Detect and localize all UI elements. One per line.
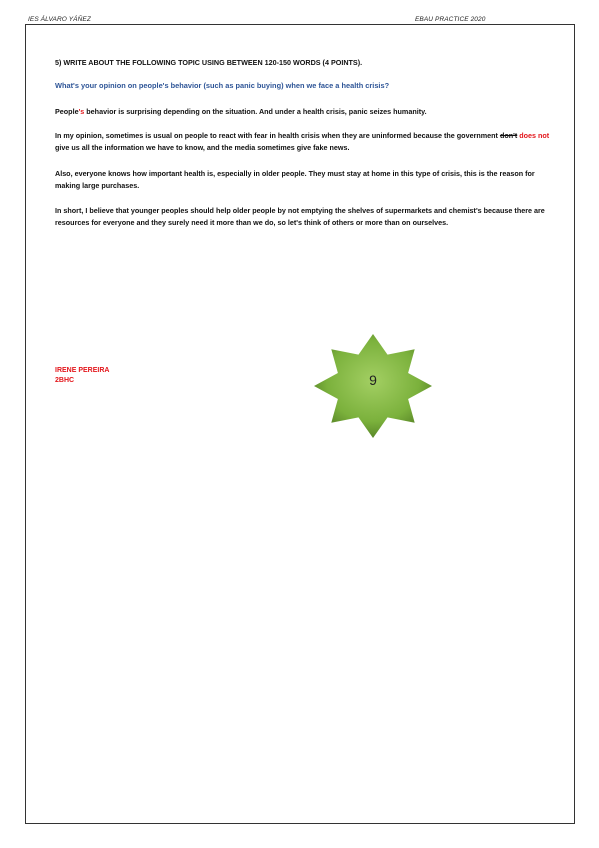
header-exam: EBAU PRACTICE 2020 — [415, 16, 486, 23]
essay-text: In my opinion, sometimes is usual on people to react with fear in health crisis when they are uninformed because the government — [55, 131, 500, 140]
task-title: 5) WRITE ABOUT THE FOLLOWING TOPIC USING BETWEEN 120-150 WORDS (4 POINTS). — [55, 58, 363, 67]
struck-text: don't — [499, 131, 518, 140]
teacher-correction: 's — [78, 107, 85, 116]
author-block — [55, 366, 109, 386]
header-school: IES ÁLVARO YÁÑEZ — [28, 16, 91, 23]
essay-paragraph-3: Also, everyone knows how important health is, especially in older people. They must stay at home in this type of crisis, this is the reason for making large purchases. — [55, 169, 535, 190]
grade-star — [312, 333, 434, 439]
essay-paragraph-1 — [55, 106, 555, 118]
author-name: IRENE PEREIRA — [55, 367, 110, 374]
essay-text: give us all the information we have to know, and the media sometimes give fake news. — [55, 142, 350, 152]
author-class: 2BHC — [55, 377, 75, 384]
essay-paragraph-4: In short, I believe that younger peoples should help older people by not emptying the shelves of supermarkets and chemist's because there are resources for everyone and they surely need it more than we do, so let's think of others or more than on ourselves. — [55, 206, 545, 227]
essay-text: People — [55, 107, 79, 116]
grade-score: 9 — [369, 372, 377, 388]
essay-text: behavior is surprising depending on the situation. And under a health crisis, panic seizes humanity. — [84, 107, 427, 116]
task-question: What's your opinion on people's behavior (such as panic buying) when we face a health crisis? — [55, 81, 390, 90]
teacher-correction: does not — [517, 131, 550, 140]
essay-paragraph-2 — [55, 130, 555, 153]
